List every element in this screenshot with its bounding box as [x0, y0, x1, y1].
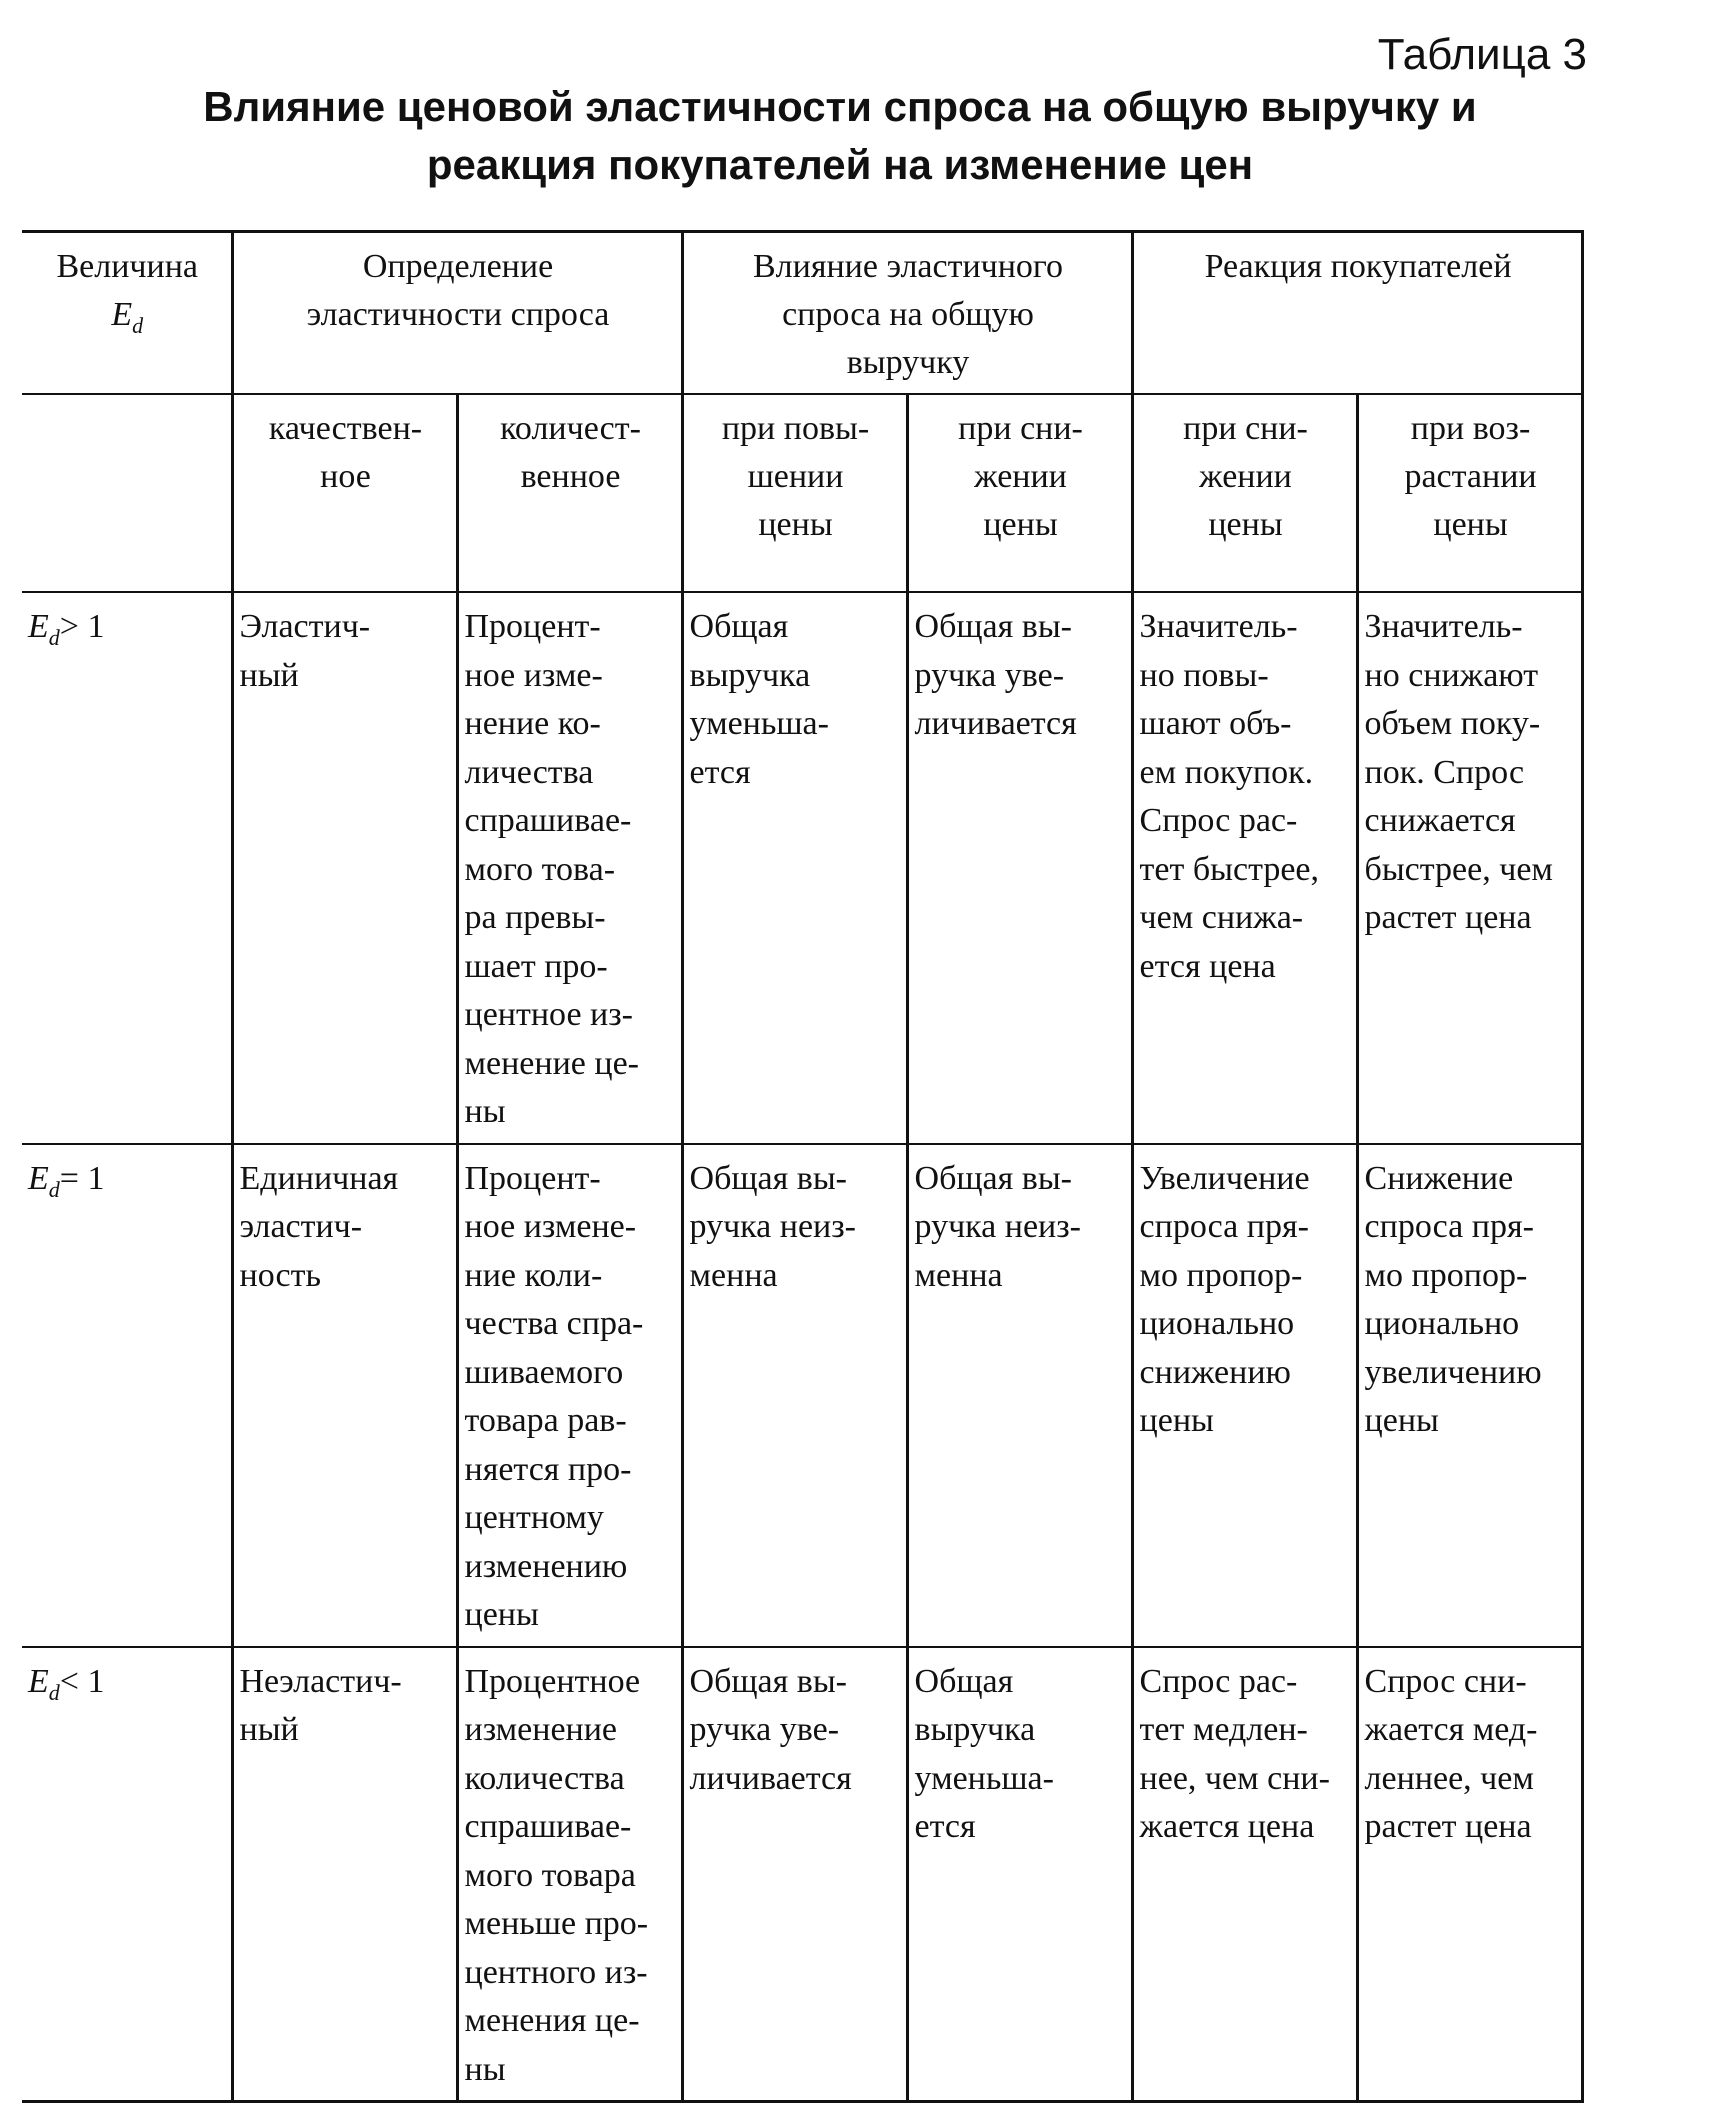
cell-revenue-price-increase: Общая вы- ручка неиз- менна [682, 1144, 907, 1647]
header-ed-cell [22, 232, 232, 395]
cell-buyers-price-rise: Значитель- но снижают объем поку- пок. Спрос снижается быстрее, чем растет цена [1357, 592, 1582, 1144]
cell-qualitative: Единичная эластич- ность [232, 1144, 457, 1647]
cell-buyers-price-rise: Спрос сни- жается мед- леннее, чем растет цена [1357, 1647, 1582, 2102]
cell-revenue-price-increase: Общая выручка уменьша- ется [682, 592, 907, 1144]
cell-buyers-price-decrease: Значитель- но повы- шают объ- ем покупок. Спрос рас- тет быстрее, чем снижа- ется цена [1132, 592, 1357, 1144]
header-buyer-reaction: Реакция покупателей [1132, 232, 1582, 395]
header-row-sub [22, 394, 1582, 592]
cell-quantitative: Процент- ное измене- ние коли- чества спра- шиваемого товара рав- няется про- центному изменению цены [457, 1144, 682, 1647]
header-definition: Определение эластичности спроса [232, 232, 682, 395]
cell-revenue-price-decrease: Общая выручка уменьша- ется [907, 1647, 1132, 2102]
header-ed-var: $E_d$ [111, 296, 144, 338]
cell-revenue-price-decrease: Общая вы- ручка уве- личивается [907, 592, 1132, 1144]
subheader-quantitative: количест- венное [457, 394, 682, 592]
subheader-qualitative: качествен- ное [232, 394, 457, 592]
cell-revenue-price-increase: Общая вы- ручка уве- личивается [682, 1647, 907, 2102]
table-row [22, 1647, 1582, 2102]
row-ed-condition: $E_d= 1$ [22, 1144, 232, 1647]
title-line-1: Влияние ценовой эластичности спроса на общую выручку и [203, 83, 1477, 130]
cell-buyers-price-decrease: Увеличение спроса пря- мо пропор- ционально снижению цены [1132, 1144, 1357, 1647]
header-empty-cell [22, 394, 232, 592]
cell-quantitative: Процент- ное изме- нение ко- личества спрашивае- мого това- ра превы- шает про- центное из- менение це- ны [457, 592, 682, 1144]
table-row [22, 592, 1582, 1144]
elasticity-table [22, 230, 1584, 2103]
table-row [22, 1144, 1582, 1647]
cell-qualitative: Эластич- ный [232, 592, 457, 1144]
cell-buyers-price-decrease: Спрос рас- тет медлен- нее, чем сни- жается цена [1132, 1647, 1357, 2102]
subheader-buyers-price-decrease: при сни- жении цены [1132, 394, 1357, 592]
header-revenue-impact: Влияние эластичного спроса на общую выручку [682, 232, 1132, 395]
cell-revenue-price-decrease: Общая вы- ручка неиз- менна [907, 1144, 1132, 1647]
header-ed-word: Величина [56, 248, 198, 285]
subheader-price-increase: при повы- шении цены [682, 394, 907, 592]
row-ed-condition: $E_d> 1$ [22, 592, 232, 1144]
subheader-price-decrease: при сни- жении цены [907, 394, 1132, 592]
page-title [60, 78, 1620, 194]
title-line-2: реакция покупателей на изменение цен [426, 141, 1254, 188]
header-row-group [22, 232, 1582, 395]
cell-quantitative: Процентное изменение количества спрашивае- мого товара меньше про- центного из- менения це- ны [457, 1647, 682, 2102]
cell-qualitative: Неэластич- ный [232, 1647, 457, 2102]
subheader-buyers-price-rise: при воз- растании цены [1357, 394, 1582, 592]
table-label: Таблица 3 [1377, 30, 1587, 79]
cell-buyers-price-rise: Снижение спроса пря- мо пропор- ционально увеличению цены [1357, 1144, 1582, 1647]
row-ed-condition: $E_d< 1$ [22, 1647, 232, 2102]
